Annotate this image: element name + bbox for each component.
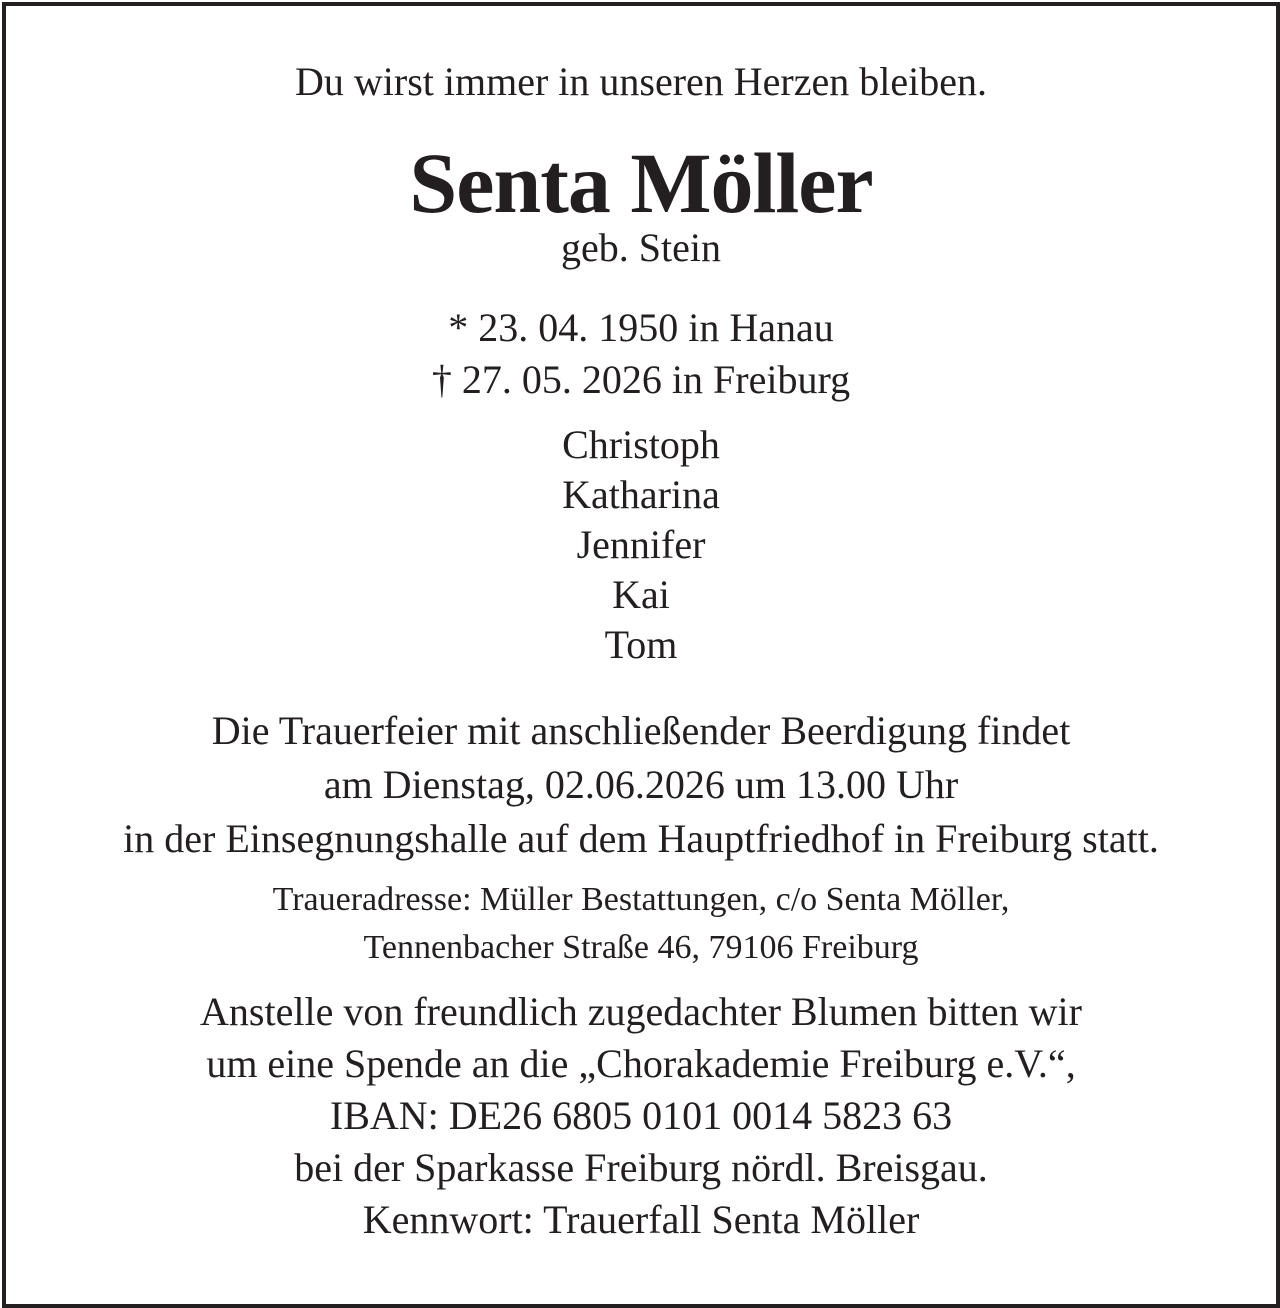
mourner-name: Christoph	[562, 422, 720, 467]
donation-line: IBAN: DE26 6805 0101 0014 5823 63	[329, 1093, 953, 1138]
donation-line: bei der Sparkasse Freiburg nördl. Breisgau.	[294, 1145, 988, 1190]
death-date: † 27. 05. 2026 in Freiburg	[431, 357, 851, 402]
deceased-name: Senta Möller	[409, 135, 873, 231]
address-line: Tennenbacher Straße 46, 79106 Freiburg	[363, 929, 919, 966]
ceremony-line: in der Einsegnungshalle auf dem Hauptfriedhof in Freiburg statt.	[123, 816, 1159, 861]
ceremony-line: Die Trauerfeier mit anschließender Beerdigung findet	[211, 708, 1071, 753]
mourners-list	[6, 420, 1276, 670]
ceremony-info	[6, 704, 1276, 866]
mourner-name: Katharina	[562, 472, 720, 517]
mourner-name: Jennifer	[576, 522, 706, 567]
address-line: Traueradresse: Müller Bestattungen, c/o Senta Möller,	[272, 881, 1010, 918]
maiden-name: geb. Stein	[561, 225, 721, 270]
donation-line: Kennwort: Trauerfall Senta Möller	[362, 1197, 920, 1242]
donation-info	[6, 986, 1276, 1246]
birth-date: * 23. 04. 1950 in Hanau	[448, 305, 834, 350]
mourner-name: Tom	[604, 622, 678, 667]
mourning-address	[6, 876, 1276, 972]
ceremony-line: am Dienstag, 02.06.2026 um 13.00 Uhr	[323, 762, 959, 807]
donation-line: um eine Spende an die „Chorakademie Freiburg e.V.“,	[206, 1041, 1076, 1086]
donation-line: Anstelle von freundlich zugedachter Blumen bitten wir	[200, 989, 1082, 1034]
obituary-notice	[2, 2, 1280, 1308]
mourner-name: Kai	[612, 572, 670, 617]
motto: Du wirst immer in unseren Herzen bleiben.	[294, 59, 987, 104]
